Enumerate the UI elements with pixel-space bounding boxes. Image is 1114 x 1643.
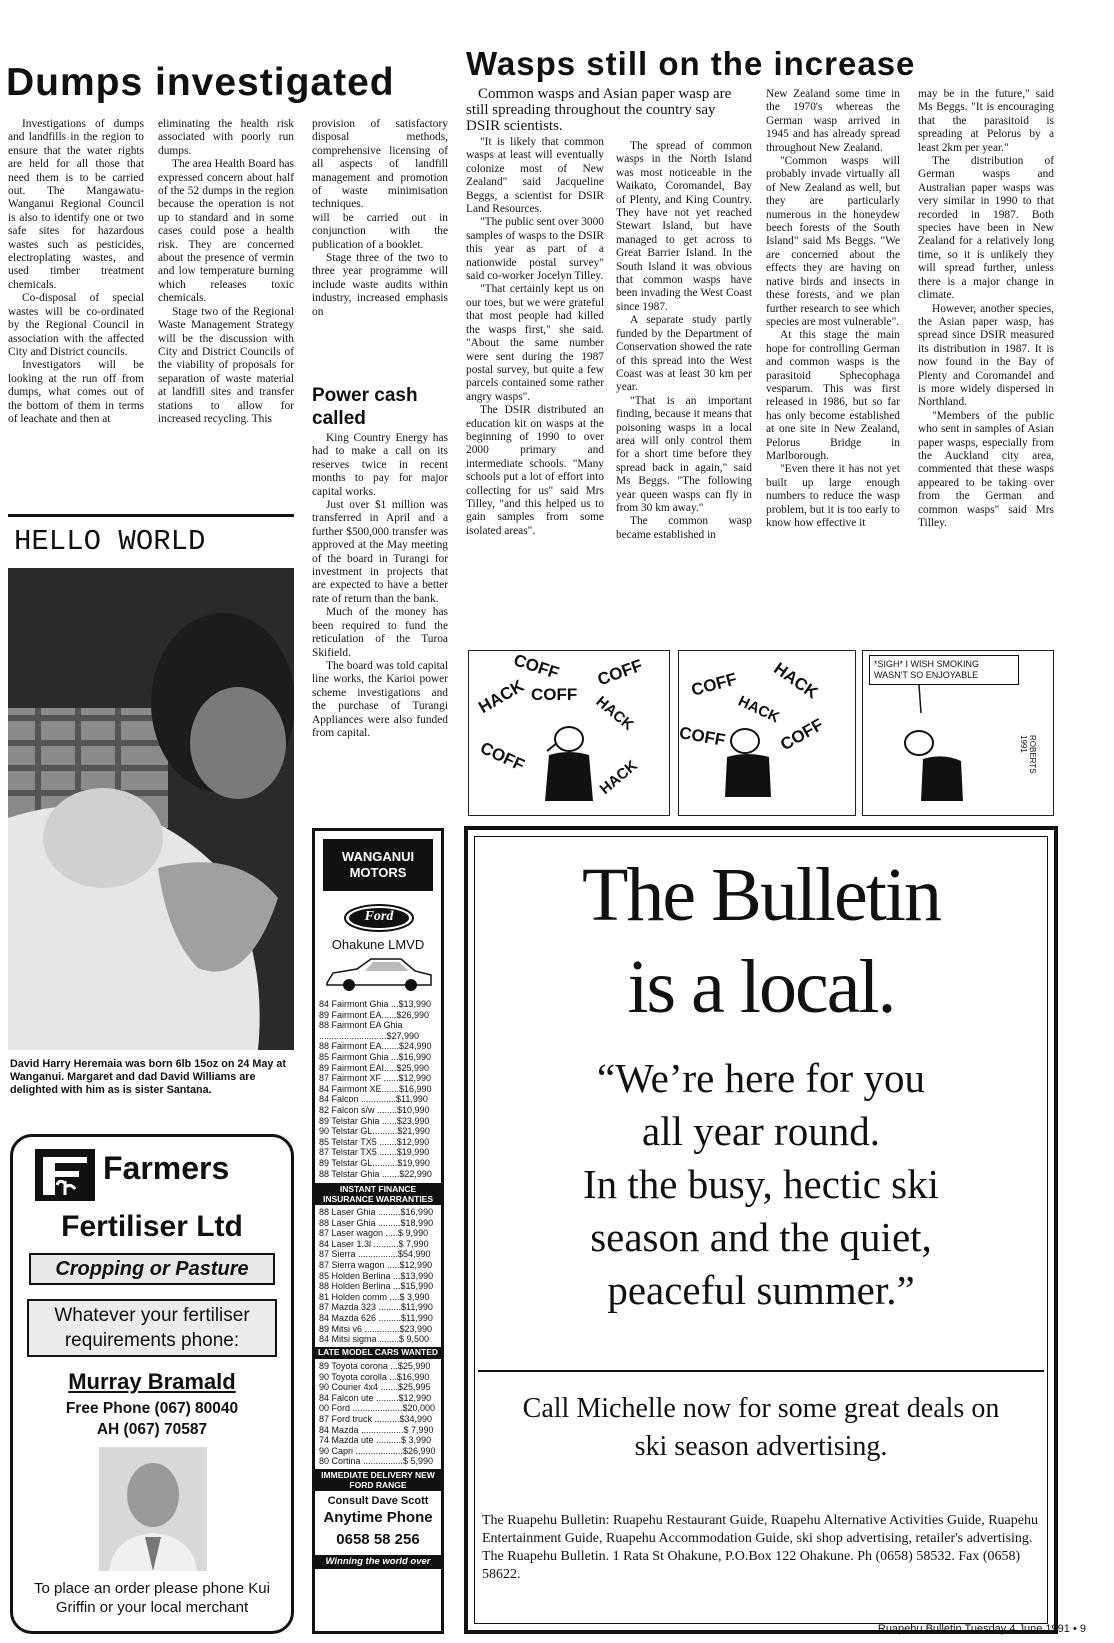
cartoonist-signature: ROBERTS 1991 <box>1019 735 1037 774</box>
car-price-item: 84 Mazda .................$ 7,990 <box>319 1424 434 1435</box>
paragraph: "Even there it has not yet built up large enough numbers to reduce the wasp problem, but it is too early to know how effective it <box>766 463 900 529</box>
speech-bubble: *SIGH* I WISH SMOKING WASN'T SO ENJOYABLE <box>869 655 1019 685</box>
contact-portrait <box>99 1447 207 1571</box>
cartoon-panel-1 <box>468 650 670 816</box>
cough-word: HACK <box>475 676 528 718</box>
bulletin-ad <box>464 826 1058 1634</box>
paragraph: The distribution of German wasps and Australian paper wasps was very similar in 1990 to that recorded in 1987. Both species have been in New Zealand for a relatively long time, so it is unlikely they will spread further, unless there is a major change in climate. <box>918 155 1054 302</box>
paragraph: "That certainly kept us on our toes, but we were grateful that most people had killed the wasps first," she said. "About the same number were sent during the 1987 postal survey, but quite a few parcels contained some rather angry wasps". <box>466 283 604 403</box>
car-price-item: 89 Mitsi v6 ..............$23,990 <box>319 1323 433 1334</box>
free-phone: Free Phone (067) 80040 <box>65 1400 239 1417</box>
car-price-item: 85 Holden Berlina ...$13,990 <box>319 1270 434 1281</box>
paragraph: However, another species, the Asian paper wasp, has spread since DSIR measured its distribution in 1987. It is now found in the Bay of Plenty and Coromandel and is more widely dispersed in Northland. <box>918 302 1054 409</box>
car-price-item: 82 Falcon s/w ........$10,990 <box>319 1104 430 1115</box>
car-price-item: 90 Capri ...................$26,990 <box>319 1445 436 1456</box>
cough-word: COFF <box>594 655 645 690</box>
quote-line: all year round. <box>642 1108 880 1154</box>
quote-line: season and the quiet, <box>590 1214 932 1260</box>
paragraph: Stage three of the two to three year programme will include waste audits within industry, increased emphasis on <box>312 252 448 318</box>
bulletin-small-print: The Ruapehu Bulletin: Ruapehu Restaurant Guide, Ruapehu Alternative Activities Guide, Ruapehu Entertainment Guide, Ruapehu Accommodation Guide, ski shop advertising, retailer's advertising. The Ruapehu Bulletin. 1 Rata St Ohakune, P.O.Box 122 Ohakune. Ph (0658) 58532. Fax (0658) 58622. <box>482 1513 1038 1582</box>
call-line: Call Michelle now for some great deals on <box>522 1393 1000 1424</box>
car-price-item: 89 Telstar Ghia ......$23,990 <box>319 1115 430 1126</box>
late-model-bar: LATE MODEL CARS WANTED <box>315 1347 441 1359</box>
paragraph: "That is an important finding, because it means that poisoning wasps in a local area will only control them for a short time before they spread back in again," said Ms Beggs. "The following year queen wasps can fly in from 30 km away." <box>616 394 752 514</box>
car-price-item: 88 Telstar Ghia .......$22,990 <box>319 1168 432 1179</box>
section-rule <box>8 514 294 517</box>
car-price-item: 00 Ford ....................$20,000 <box>319 1403 436 1414</box>
farmers-logo-icon <box>35 1149 95 1201</box>
car-price-item: 87 Mazda 323 .........$11,990 <box>319 1302 433 1313</box>
paragraph: A separate study partly funded by the Department of Conservation showed the rate of this spread into the West Coast was at least 30 km per year. <box>616 314 752 394</box>
paragraph: The area Health Board has expressed concern about half of the 52 dumps in the region because the operation is not up to standard and in some cases could pose a health risk. They are concerned about the presence of vermin and low temperature burning which releases toxic chemicals. <box>158 158 294 305</box>
car-price-item: 90 Toyota corolla ...$16,990 <box>319 1371 430 1382</box>
contact-name: Murray Bramald <box>68 1369 236 1394</box>
car-price-item: 89 Telstar GL..........$19,990 <box>319 1157 430 1168</box>
cough-word: HACK <box>735 692 782 727</box>
car-price-item: 81 Holden comm ....$ 3,990 <box>319 1291 430 1302</box>
car-price-item: 74 Mazda ute ..........$ 3,990 <box>319 1435 432 1446</box>
wanganui-motors-ad <box>312 828 444 1634</box>
car-price-item: 90 Courier 4x4 .......$25,995 <box>319 1382 431 1393</box>
cough-word: COFF <box>677 723 727 750</box>
cough-word: COFF <box>689 669 739 700</box>
paragraph: "Members of the public who sent in samples of Asian paper wasps, especially from the Auckland city area, commented that these wasps appeared to be taking over from the German and common wasps" said Mrs Tilley. <box>918 409 1054 529</box>
car-price-item: 89 Fairmont EA......$26,990 <box>319 1009 430 1020</box>
cough-word: COFF <box>777 714 827 755</box>
dealer-name: Ohakune LMVD <box>331 937 425 952</box>
baby-photo-image <box>8 568 294 1050</box>
wasps-column-3 <box>766 88 900 648</box>
paragraph: New Zealand some time in the 1970's whereas the German wasp arrived in 1945 and has already spread throughout New Zealand. <box>766 88 900 154</box>
paragraph: Stage two of the Regional Waste Management Strategy will be the discussion with City and District Councils of the viability of proposals for separation of waste material at landfill sites and transfer stations to allow for increased recycling. This <box>158 305 294 425</box>
quote-line: “We’re here for you <box>597 1055 925 1101</box>
cough-word: HACK <box>596 757 641 798</box>
farmers-fertiliser-ad <box>10 1134 294 1634</box>
car-illustration <box>323 955 435 993</box>
car-price-item: 87 Ford truck ..........$34,990 <box>319 1413 433 1424</box>
car-price-item: 87 Telstar TX5 .......$19,990 <box>319 1147 430 1158</box>
car-price-item: 88 Laser Ghia .........$16,990 <box>319 1207 434 1217</box>
cough-word: COFF <box>477 738 528 775</box>
wasps-lead: Common wasps and Asian paper wasp are still spreading throughout the country say DSIR scientists. <box>466 86 732 134</box>
baby-caption: David Harry Heremaia was born 6lb 15oz on 24 May at Wanganui. Margaret and dad David Williams are delighted with him as is sister Santana. <box>10 1058 287 1096</box>
car-price-item: 89 Toyota corona ...$25,990 <box>319 1361 431 1371</box>
bulletin-subtitle: is a local. <box>627 945 895 1029</box>
finance-bar: INSTANT FINANCE INSURANCE WARRANTIES <box>315 1183 441 1205</box>
car-price-item: 87 Sierra wagon .....$12,990 <box>319 1259 433 1270</box>
cough-word: COFF <box>531 685 578 704</box>
paragraph: Co-disposal of special wastes will be co-ordinated by the Regional Council in association with the affected City and District councils. <box>8 292 144 358</box>
paragraph: The common wasp became established in <box>616 515 752 541</box>
car-price-item: 89 Fairmont EAI.....$25,990 <box>319 1062 430 1073</box>
dumps-column-3 <box>312 118 448 368</box>
car-price-item: 84 Mazda 626 .........$11,990 <box>319 1312 433 1323</box>
bulletin-title: The Bulletin <box>581 853 941 937</box>
paragraph: provision of satisfactory disposal methods, comprehensive licensing of all aspects of landfill management and promotion of waste minimisation techniques. <box>312 118 448 211</box>
paragraph: "Common wasps will probably invade virtually all of New Zealand as well, but they are particularly numerous in the honeydew beech forests of the South Island" said Ms Beggs. "We are concerned about the effects they are having on native birds and insects in these forests, and we plan further research to see which species are most vulnerable". <box>766 155 900 328</box>
car-price-item: 84 Falcon ute .........$12,990 <box>319 1392 432 1403</box>
baby-photo <box>8 568 294 1050</box>
cartoon-panel-3 <box>862 650 1054 816</box>
car-price-item: 84 Fairmont Ghia ...$13,990 <box>319 999 432 1009</box>
power-headline: Power cash called <box>312 385 418 429</box>
call-line: ski season advertising. <box>634 1431 888 1462</box>
paragraph: "It is likely that common wasps at least will eventually colonize most of New Zealand" said Jacqueline Beggs, a scientist for DSIR Land Resources. <box>466 136 604 216</box>
cartoon-figure-3 <box>863 651 1055 817</box>
car-price-item: 84 Fairmont XE.......$16,990 <box>319 1083 432 1094</box>
car-price-item: 84 Laser 1.3l ..........$ 7,990 <box>319 1238 429 1249</box>
bulletin-quote <box>468 1052 1054 1317</box>
wasps-headline: Wasps still on the increase <box>466 45 916 82</box>
paragraph: "The public sent over 3000 samples of wasps to the DSIR this year as part of a nationwide postal survey" said co-worker Jocelyn Tilley. <box>466 216 604 283</box>
car-price-item: ...........................$27,990 <box>319 1030 420 1041</box>
ford-brand: Ford <box>364 909 394 924</box>
paragraph: King Country Energy has had to make a call on its reserves twice in recent months to pay for major capital works. <box>312 432 448 498</box>
anytime-text: Anytime Phone <box>323 1509 433 1526</box>
car-price-item: 87 Sierra ................$54,990 <box>319 1249 431 1260</box>
car-price-item: 88 Laser Ghia .........$18,990 <box>319 1217 434 1228</box>
paragraph: Investigators will be looking at the run off from dumps, what comes out of the bottom of them in terms of leachate and then at <box>8 359 144 425</box>
car-price-list-1 <box>319 999 437 1179</box>
bulletin-call <box>468 1390 1054 1466</box>
dumps-column-1 <box>8 118 144 498</box>
car-price-item: 90 Telstar GL..........$21,990 <box>319 1126 430 1137</box>
car-price-item: 85 Telstar TX5 .......$12,990 <box>319 1136 430 1147</box>
car-price-item: 88 Holden Berlina ...$15,990 <box>319 1281 434 1292</box>
cough-word: HACK <box>770 658 822 703</box>
paragraph: At this stage the main hope for controlling German and common wasps is the parasitoid Sphecophaga vesparum. This was first released in 1986, but so far has only become established at one site in New Zealand, Pelorus Bridge in Marlborough. <box>766 329 900 462</box>
dealer-phone: 0658 58 256 <box>336 1531 420 1548</box>
paragraph: Much of the money has been required to fund the reticulation of the Turoa Skifield. <box>312 606 448 659</box>
paragraph: will be carried out in conjunction with the publication of a booklet. <box>312 211 448 251</box>
cough-word: COFF <box>511 650 562 683</box>
page-footer: Ruapehu Bulletin Tuesday 4 June 1991 • 9 <box>877 1623 1086 1635</box>
farmers-name: Farmers <box>103 1150 230 1186</box>
cough-word: HACK <box>592 693 637 734</box>
whatever-box: Whatever your fertiliser requirements phone: <box>27 1299 277 1357</box>
quote-line: peaceful summer.” <box>607 1267 915 1313</box>
bulletin-divider <box>478 1370 1044 1372</box>
car-price-item: 84 Falcon ..............$11,990 <box>319 1094 428 1105</box>
consult-text: Consult Dave Scott <box>327 1495 429 1507</box>
dumps-column-2 <box>158 118 294 498</box>
paragraph: The DSIR distributed an education kit on wasps at the beginning of 1990 to over 2000 primary and intermediate schools. "Many schools put a lot of effort into collecting for us" said Mrs Tilley, "and this helped us to gain samples from some isolated areas". <box>466 404 604 537</box>
wasps-column-2 <box>616 140 752 648</box>
paragraph: Just over $1 million was transferred in April and a further $500,000 transfer was approved at the May meeting of the board in Turangi for investment in projects that are expected to have a better rate of return than the bank. <box>312 499 448 605</box>
cropping-tag: Cropping or Pasture <box>29 1253 275 1285</box>
paragraph: The board was told capital line works, the Karioi power scheme investigations and the purchase of Turangi Appliances were also funded from capital. <box>312 659 448 739</box>
paragraph: eliminating the health risk associated with poorly run dumps. <box>158 118 294 157</box>
car-price-list-3 <box>319 1361 437 1467</box>
order-text: To place an order please phone Kui Griffin or your local merchant <box>33 1580 270 1616</box>
quote-line: In the busy, hectic ski <box>582 1161 939 1207</box>
cartoon-panel-2 <box>678 650 856 816</box>
car-price-list-2 <box>319 1207 437 1345</box>
paragraph: Investigations of dumps and landfills in the region to ensure that the water rights are held for all those that need them is to be carried out. The Mangawatu-Wanganui Regional Council is also to identify one or two safe sites for hazardous wastes such as pesticides, electroplating wastes, and used timber treatment chemicals. <box>8 118 144 291</box>
fertiliser-name: Fertiliser Ltd <box>61 1210 243 1243</box>
car-price-item: 87 Laser wagon .....$ 9,990 <box>319 1228 429 1239</box>
winning-bar: Winning the world over <box>315 1555 441 1569</box>
wanganui-title: WANGANUI MOTORS <box>323 839 433 891</box>
ah-phone: AH (067) 70587 <box>96 1421 208 1438</box>
car-price-item: 85 Fairmont Ghia ...$16,990 <box>319 1051 432 1062</box>
paragraph: may be in the future," said Ms Beggs. "It is encouraging that the parasitoid is spreading at Pelorus by a least 2km per year." <box>918 88 1054 154</box>
car-price-item: 88 Fairmont EA Ghia <box>319 1020 403 1031</box>
dumps-headline: Dumps investigated <box>6 61 395 104</box>
power-column <box>312 432 448 820</box>
car-price-item: 80 Cortina ................$ 5,990 <box>319 1456 434 1467</box>
car-price-item: 84 Mitsi sigma ........$ 9,500 <box>319 1334 430 1345</box>
ford-logo-icon <box>343 903 415 933</box>
wasps-column-4 <box>918 88 1054 648</box>
car-price-item: 87 Fairmont XF ......$12,990 <box>319 1073 432 1084</box>
car-price-item: 88 Fairmont EA.......$24,990 <box>319 1041 432 1052</box>
wasps-column-1 <box>466 136 604 648</box>
hello-world-title: HELLO WORLD <box>14 525 206 558</box>
paragraph: The spread of common wasps in the North Island was most noticeable in the Waikato, Coromandel, Bay of Plenty, and King Country. They have not yet reached Stewart Island, but have managed to get across to Great Barrier Island. In the South Island it was obvious that common wasps have been invading the West Coast since 1987. <box>616 140 752 313</box>
delivery-bar: IMMEDIATE DELIVERY NEW FORD RANGE <box>315 1469 441 1491</box>
